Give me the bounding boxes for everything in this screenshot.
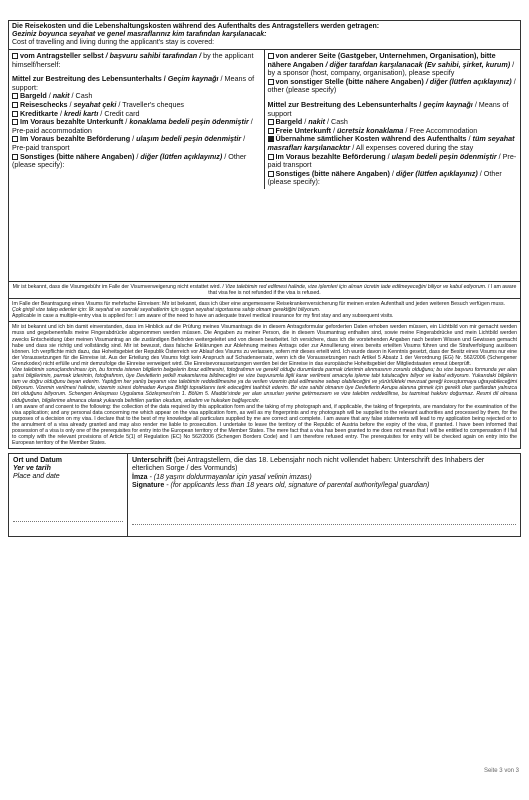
left-means-list bbox=[12, 92, 261, 169]
checkbox-left-0[interactable] bbox=[12, 93, 18, 99]
sponsor-column: von anderer Seite (Gastgeber, Unternehmen, Organisation), bitte nähere Angaben / diğer tarafdan karşılanacak (Ev sahibi, şirket, kurum) / by a sponsor (host, company, organisation), please specify von sonstiger Stelle (bitte nähere Angaben) / diğer (lütfen açıklayınız) / other (please specify) Mittel zur Bestreitung des Lebensunterhalts / geçim kaynağı / Means of support Bargeld / nakit / Cash Freie Unterkunft / ücretsiz konaklama / Free Accommodation Übernahme sämtlicher Kosten während des Aufenthalts / tüm seyahat masrafları karşılanacktır / All expenses covered during the stay Im Voraus bezahlte Beförderung / ulaşım bedeli peşin ödenmiştir / Pre-paid transport Sonstiges (bitte nähere Angaben) / diğer (lütfen açıklayınız) / Other (please specify): bbox=[267, 51, 517, 187]
checkbox-sponsor[interactable] bbox=[268, 53, 274, 59]
checkbox-left-2[interactable] bbox=[12, 111, 18, 117]
self-column: vom Antragsteller selbst / başvuru sahibi tarafından / by the applicant himself/herself: Mittel zur Bestreitung des Lebensunterhalts / Geçim kaynağı / Means of support: Bargeld / nakit / Cash Reiseschecks / seyahat çeki / Traveller's cheques Kreditkarte / kredi kartı / Credit card Im Voraus bezahlte Unterkunft / konaklama bedeli peşin ödenmiştir / Pre-paid accommodation Im Voraus bezahlte Beförderung / ulaşım bedeli peşin ödenmiştir / Pre-paid transport Sonstiges (bitte nähere Angaben) / diğer (lütfen açıklayınız) / Other (please specify): bbox=[9, 50, 265, 189]
cost-coverage-header bbox=[9, 21, 520, 49]
checkbox-left-4[interactable] bbox=[12, 136, 18, 142]
left-means-item: Im Voraus bezahlte Unterkunft / konaklama bedeli peşin ödenmiştir / Pre-paid accommodation bbox=[12, 117, 253, 135]
checkbox-other-source[interactable] bbox=[268, 79, 274, 85]
left-means-item: Kreditkarte / kredi kartı / Credit card bbox=[12, 110, 261, 119]
right-means-item: Im Voraus bezahlte Beförderung / ulaşım bedeli peşin ödenmiştir / Pre-paid transport bbox=[267, 151, 517, 170]
right-means-item: Bargeld / nakit / Cash bbox=[268, 118, 518, 127]
right-means-list bbox=[268, 118, 518, 187]
header-en: Cost of travelling and living during the applicant's stay is covered: bbox=[12, 39, 215, 46]
page-number: Seite 3 von 3 bbox=[483, 768, 519, 774]
checkbox-left-1[interactable] bbox=[12, 102, 18, 108]
checkbox-right-1[interactable] bbox=[268, 128, 274, 134]
signature-field[interactable]: Unterschrift (bei Antragstellern, die das 18. Lebensjahr noch nicht vollendet haben: Unterschrift des Inhabers der elterlichen Sorge / des Vormunds) İmza - (18 yaşını doldurmayanlar için yasal velinin imzası) Signature - (for applicants less than 18 years old, signature of parental authority/legal guardian) bbox=[128, 453, 521, 537]
checkbox-left-5[interactable] bbox=[12, 154, 18, 160]
checkbox-right-0[interactable] bbox=[268, 119, 274, 125]
cost-coverage-box bbox=[8, 20, 521, 299]
checkbox-self[interactable] bbox=[12, 53, 18, 59]
left-means-item: Sonstiges (bitte nähere Angaben) / diğer (lütfen açıklayınız) / Other (please specify): bbox=[12, 151, 247, 170]
declaration-text: Mir ist bekannt und ich bin damit einverstanden, dass im Hinblick auf die Prüfung meines Visumantrags die in diesem Antragsformular geforderten Daten erhoben werden müssen, ein Lichtbild von mir gemacht werden muss und gegebenenfalls meine Fingerabdrücke abgenommen werden müssen. Die Angaben zu meiner Person, die in diesem Visumantrag enthalten sind, sowie meine Fingerabdrücke und mein Lichtbild werden zwecks Entscheidung über meinen Visumantrag an die zuständigen Behörden weitergeleitet und von diesen bearbeitet. Ich versichere, dass ich die vorstehenden Angaben nach bestem Wissen und Gewissen gemacht habe und dass sie richtig und vollständig sind. Mir ist bewusst, dass falsche Erklärungen zur Ablehnung meines Antrags oder zur Annullierung eines bereits erteilten Visums führen und die Strafverfolgung auslösen können. Ich verpflichte mich dazu, das Hoheitsgebiet der Republik Österreich vor Ablauf des Visums zu verlassen, sofern mir dieses erteilt wird. Ich wurde davon in Kenntnis gesetzt, dass der Besitz eines Visums nur eine der Voraussetzungen für die Einreise ist. Aus der Erteilung des Visums folgt kein Anspruch auf Schadensersatz, wenn ich die Voraussetzungen nach Artikel 5 Absatz 1 der Verordnung (EG) Nr. 562/2006 (Schengener Grenzkodex) nicht erfülle und mir demzufolge die Einreise verweigert wird. Die Einreisevoraussetzungen werden bei der Einreise in das europäische Hoheitsgebiet der Mitgliedstaaten erneut überprüft. Vize talebimin sonuçlandırılması için, bu formda istenen bilgilerin belgelerin ibraz edilmesini, fotoğrafımın ve gerekli olduğu durumlarda parmak izlerimin alınmasının zorunlu olduğunu; bu vize başvuru formunda yer alan şahsi bilgilerimin, parmak izlerimin, fotoğrafımın, üye Devletlerin yetkili makamlarına bildireceğini ve vize başvurumla ilgili karar verilmesi amacıyla işleme tabi tutulacağını biliyor ve kabul ediyorum. Yukarıdaki bilgilerin tam ve doğru olduğunu beyan ederim. Yaptığım her yanlış beyanın vize talebimin reddedilmesine ya da verilen vizemin iptal edilmesine sebep olabileceğini ve yürürlükteki mevzuat gereği kovuşturmaya uğrayabileceğimi biliyorum. Vizemin verilmesi halinde, vizemin süresi dolmadan Avrupa Birliği topraklarını terk edeceğimi taahhüt ederim. Bir vize sahibi olmanın üye Devletlerin Avrupa alanına girmek için gerekli olan şartlardan yalnızca biri olduğunu biliyorum. Schengen Anlaşması Uygulama Sözleşmesi'nin 1. Bölüm 5. Madde'sinde yer alan unsurları yerine getirmezsem ve vize talebim reddedilirse, bu tazminat hakkını doğurmaz. Resmi dil olmasa olduğundan, bilgilerime almanca olarak yukarıda belirtilen şartları okudum, anladım ve hukuken bağlayıcıdır. I am aware of and consent to the following: the collection of the data required by this application form and the taking of my photograph and, if applicable, the taking of fingerprints, are mandatory for the examination of the visa application; and any personal data concerning me which appear on the visa application form, as well as my fingerprints and my photograph will be supplied to the relevant authorities and processed by them, for the purposes of a decision on my visa. I declare that to the best of my knowledge all particulars supplied by me are correct and complete. I am aware that any false statements will lead to my application being rejected or to the annulment of a visa already granted and may also render me liable to prosecution. I undertake to leave the territory of the Republic of Austria before the expiry of the visa, if granted. I have been informed that possession of a visa is only one of the prerequisites for entry into the European territory of the Member States. The mere fact that a visa has been granted to me does not mean that I will be entitled to compensation if I fail to comply with the relevant provisions of Article 5(1) of Regulation (EC) No 562/2006 (Schengen Borders Code) and I am therefore refused entry. The prerequisites for entry will be checked again on entry into the European territory of the Member States. bbox=[8, 322, 521, 449]
form-page bbox=[8, 20, 521, 537]
fee-notice: Mir ist bekannt, dass die Visumgebühr im Falle der Visumverweigerung nicht erstattet wird. / Vize talebimin red edilmesi halinde, vize işlemleri için alınan ücretin iade edilmeyeceğini biliyor ve kabul ediyorum. / I am aware that visa fee is not refunded if the visa is refused. bbox=[9, 281, 520, 298]
signature-line bbox=[132, 524, 516, 525]
header-de: Die Reisekosten und die Lebenshaltungskosten während des Aufenthalts des Antragstellers werden getragen: bbox=[12, 23, 380, 30]
left-means-item: Reiseschecks / seyahat çeki / Traveller's cheques bbox=[12, 101, 261, 110]
header-tr: Geziniz boyunca seyahat ve genel masraflarınız kim tarafından karşılanacak: bbox=[12, 31, 267, 38]
place-date-field[interactable]: Ort und Datum Yer ve tarih Place and date bbox=[8, 453, 128, 537]
checkbox-right-2[interactable] bbox=[268, 136, 274, 142]
right-means-item: Freie Unterkunft / ücretsiz konaklama / Free Accommodation bbox=[268, 127, 518, 136]
checkbox-right-3[interactable] bbox=[268, 154, 274, 160]
signature-row bbox=[8, 453, 521, 537]
right-means-item: Sonstiges (bitte nähere Angaben) / diğer (lütfen açıklayınız) / Other (please specify): bbox=[267, 168, 502, 187]
insurance-notice: Im Falle der Beantragung eines Visums für mehrfache Einreisen: Mir ist bekannt, dass ich über eine angemessene Reisekrankenversicherung für meinen ersten Aufenthalt und jeden weiteren Besuch verfügen muss. Çok girişli vize talep edenler için: İlk seyahat ve sonraki seyahatlerim için uygun seyahat sigortasına sahip olmam gerektiğini biliyorum. Applicable in case a multiple-entry visa is applied for: I am aware of the need to have an adequate travel medical insurance for my first stay and any subsequent visits. bbox=[8, 299, 521, 322]
left-means-item: Im Voraus bezahlte Beförderung / ulaşım bedeli peşin ödenmiştir / Pre-paid transport bbox=[12, 134, 246, 152]
checkbox-left-3[interactable] bbox=[12, 119, 18, 125]
blank-area bbox=[9, 189, 520, 281]
place-date-line bbox=[13, 521, 123, 522]
checkbox-right-4[interactable] bbox=[268, 171, 274, 177]
left-means-item: Bargeld / nakit / Cash bbox=[12, 92, 261, 101]
right-means-item: Übernahme sämtlicher Kosten während des Aufenthalts / tüm seyahat masrafları karşılanacktır / All expenses covered during the stay bbox=[267, 134, 515, 152]
